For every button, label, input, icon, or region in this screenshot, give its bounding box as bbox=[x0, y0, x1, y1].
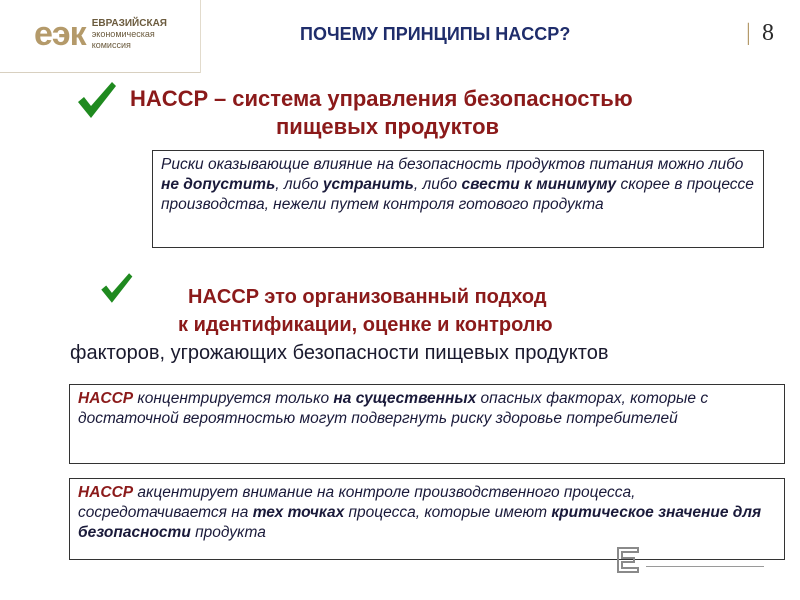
box-emphasis: на существенных bbox=[333, 390, 477, 407]
section2-info-box-1 bbox=[69, 384, 785, 464]
box-text: концентрируется только bbox=[133, 390, 334, 407]
section1-heading-line2: пищевых продуктов bbox=[276, 114, 500, 139]
box-text: продукта bbox=[190, 524, 266, 541]
box-emphasis: свести к минимуму bbox=[461, 176, 617, 193]
box-text: Риски оказывающие влияние на безопасность продуктов питания можно либо bbox=[161, 156, 744, 173]
box-emphasis: устранить bbox=[322, 176, 414, 193]
section2-heading-line2: к идентификации, оценке и контролю bbox=[178, 314, 553, 336]
logo-mark: еэк bbox=[34, 15, 86, 53]
footer-logo-icon bbox=[612, 544, 646, 574]
section2-heading-line3: факторов, угрожающих безопасности пищевых продуктов bbox=[70, 342, 609, 364]
logo-line-1: ЕВРАЗИЙСКАЯ bbox=[91, 17, 167, 29]
box-text: , либо bbox=[413, 176, 462, 193]
section1-heading-line1: HACCP – система управления безопасностью bbox=[130, 86, 633, 111]
logo-text bbox=[92, 18, 167, 51]
checkmark-icon bbox=[74, 78, 118, 122]
box-text: акцентирует внимание на контроле производственного процесса, сосредотачивается на bbox=[78, 484, 636, 521]
box-text: , либо bbox=[275, 176, 323, 193]
eec-logo bbox=[34, 8, 167, 60]
box-brand: HACCP bbox=[78, 484, 134, 501]
checkmark-icon bbox=[98, 270, 134, 306]
box-emphasis: критическое значение для безопасности bbox=[78, 504, 762, 541]
page-separator: | bbox=[746, 20, 751, 46]
box-text: скорее в процессе производства, нежели путем контроля готового продукта bbox=[161, 176, 754, 213]
section1-info-box bbox=[152, 150, 764, 248]
box-emphasis: тех точках bbox=[252, 504, 345, 521]
box-brand: HACCP bbox=[78, 390, 134, 407]
logo-line-3: комиссия bbox=[91, 39, 131, 50]
slide-header bbox=[0, 0, 800, 72]
section2-heading-line1: HACCP это организованный подход bbox=[188, 286, 547, 308]
page-number: 8 bbox=[762, 20, 774, 46]
section2-info-box-2 bbox=[69, 478, 785, 560]
box-text: опасных факторах, которые с достаточной вероятностью могут подвергнуть риску здоровье потребителей bbox=[78, 390, 709, 427]
box-text: процесса, которые имеют bbox=[344, 504, 552, 521]
header-divider-vertical bbox=[200, 0, 201, 73]
footer-line bbox=[646, 566, 764, 567]
box-emphasis: не допустить bbox=[161, 176, 276, 193]
header-divider-horizontal bbox=[0, 72, 200, 73]
logo-line-2: экономическая bbox=[91, 28, 155, 39]
slide-title: ПОЧЕМУ ПРИНЦИПЫ HACCP? bbox=[300, 24, 571, 44]
